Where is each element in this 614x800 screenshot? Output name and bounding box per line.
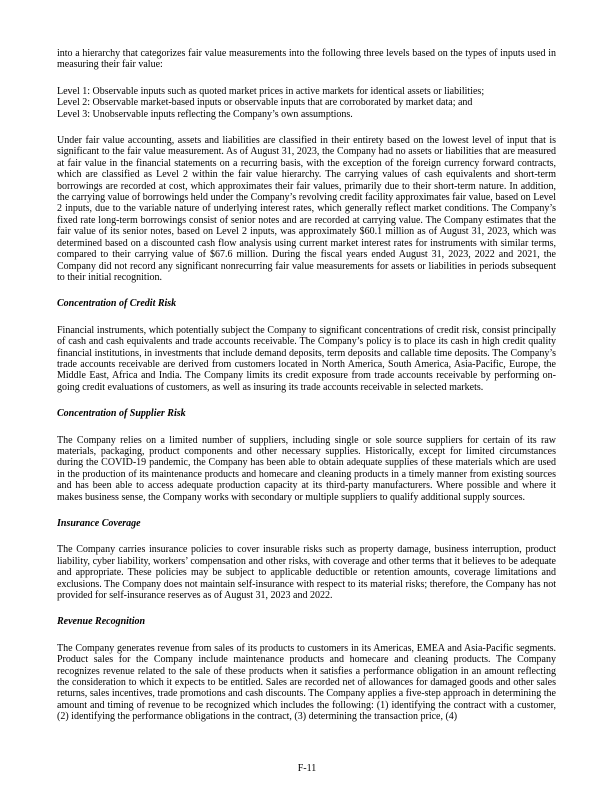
paragraph-revenue-recognition: The Company generates revenue from sales of its products to customers in its Americas, EMEA and Asia-Pacific segments. Product sales for the Company include maintenance products and homecare and cleaning products. The Company recognizes revenue related to the sale of these products when it satisfies a performance obligation in an amount reflecting the consideration to which it expects to be entitled. Sales are recorded net of allowances for damaged goods and other sales returns, sales incentives, trade promotions and cash discounts. The Company applies a five-step approach in determining the amount and timing of revenue to be recognized which includes the following: (1) identifying the contract with a customer, (2) identifying the performance obligations in the contract, (3) determining the transaction price, (4) <box>57 642 556 723</box>
paragraph-fair-value-intro: into a hierarchy that categorizes fair value measurements into the following three levels based on the types of inputs used in measuring their fair value: <box>57 48 556 71</box>
heading-insurance-coverage: Insurance Coverage <box>57 518 141 529</box>
paragraph-credit-risk: Financial instruments, which potentially subject the Company to significant concentrations of credit risk, consist principally of cash and cash equivalents and trade accounts receivable. The Company’s policy is to place its cash in high credit quality financial institutions, in investments that include demand deposits, term deposits and callable time deposits. The Company’s trade accounts receivable are derived from customers located in North America, South America, Asia-Pacific, Europe, the Middle East, Africa and India. The Company limits its credit exposure from trade accounts receivable by performing on-going credit evaluations of customers, as well as insuring its trade accounts receivable in selected markets. <box>57 324 556 393</box>
paragraph-fair-value-accounting: Under fair value accounting, assets and liabilities are classified in their entirety based on the lowest level of input that is significant to the fair value measurement. As of August 31, 2023, the Company had no assets or liabilities that are measured at fair value in the financial statements on a recurring basis, with the exception of the foreign currency forward contracts, which are classified as Level 2 within the fair value hierarchy. The carrying values of cash equivalents and short-term borrowings are recorded at cost, which approximates their fair values, primarily due to their short-term nature. In addition, the carrying value of borrowings held under the Company’s revolving credit facility approximates fair value, based on Level 2 inputs, due to the variable nature of underlying interest rates, which generally reflect market conditions. The Company’s fixed rate long-term borrowings consist of senior notes and are recorded at carrying value. The Company estimates that the fair value of its senior notes, based on Level 2 inputs, was approximately $60.1 million as of August 31, 2023, which was determined based on a discounted cash flow analysis using current market interest rates for instruments with similar terms, compared to their carrying value of $67.6 million. During the fiscal years ended August 31, 2023, 2022 and 2021, the Company did not record any significant nonrecurring fair value measurements for assets or liabilities in periods subsequent to their initial recognition. <box>57 135 556 283</box>
heading-concentration-of-credit-risk: Concentration of Credit Risk <box>57 298 177 310</box>
paragraph-supplier-risk: The Company relies on a limited number of suppliers, including single or sole source suppliers for certain of its raw materials, packaging, product components and other necessary supplies. Historically, except for limited circumstances during the COVID-19 pandemic, the Company has been able to obtain adequate supplies of these materials which are used in the production of its maintenance products and homecare and cleaning products in a timely manner from existing sources and has been able to access adequate production capacity at its third-party manufacturers. Where possible and where it makes business sense, the Company works with secondary or multiple suppliers to qualify additional supply sources. <box>57 434 556 503</box>
level-1-line: Level 1: Observable inputs such as quoted market prices in active markets for identical assets or liabilities; <box>57 85 485 97</box>
fair-value-levels-list <box>57 86 556 120</box>
page-number: F-11 <box>297 763 317 774</box>
heading-revenue-recognition: Revenue Recognition <box>57 616 146 628</box>
level-2-line: Level 2: Observable market-based inputs or observable inputs that are corroborated by market data; and <box>57 97 473 109</box>
heading-concentration-of-supplier-risk: Concentration of Supplier Risk <box>57 408 186 420</box>
level-3-line: Level 3: Unobservable inputs reflecting the Company’s own assumptions. <box>57 108 353 120</box>
paragraph-insurance-coverage: The Company carries insurance policies to cover insurable risks such as property damage, business interruption, product liability, cyber liability, workers’ compensation and other risks, with coverage and other terms that it believes to be adequate and appropriate. These policies may be subject to applicable deductible or retention amounts, coverage limitations and exclusions. The Company does not maintain self-insurance with respect to its material risks; therefore, the Company has not provided for self-insurance reserves as of August 31, 2023 and 2022. <box>57 544 556 602</box>
